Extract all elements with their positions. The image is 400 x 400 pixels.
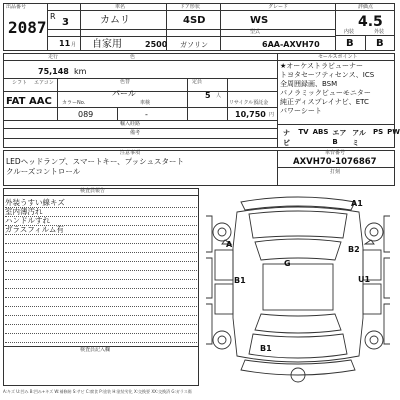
chassis-sub: 打刻 [330,169,341,175]
fuel-value: ガソリン [180,41,208,49]
month-unit: 月 [71,42,77,48]
damage-mark-b2: B2 [348,245,360,254]
equipment-item: PW [387,128,400,136]
inspector-item: ガラスフィルム有 [5,225,64,234]
sales-point: パノラミックビューモニター [280,89,371,97]
equipment-item: アルミ [352,129,366,147]
score-label: 評価点 [358,4,374,10]
damage-mark-a1: A1 [351,199,363,208]
equipment-item: ABS [312,128,329,136]
chassis-number: AXVH70-1076867 [293,157,377,167]
equipment-item: ナビ [283,129,290,147]
inspector-item: 外装うすい線キズ [5,198,65,207]
sales-point: 純正ディスプレイナビ、ETC [280,98,369,106]
sales-points-title: セールスポイント [318,54,358,60]
color-no-value: 089 [78,110,94,119]
notes-line-1: LEDヘッドランプ、スマートキー、プッシュスタート [6,157,184,166]
interior-label: 内装 [344,29,355,35]
transmission-label: シフト [12,80,28,86]
doors-value: 4SD [183,15,206,26]
inspector-item: ハンドルすれ [5,216,50,225]
sales-point: ★オーケストラビューナー [280,62,363,70]
capacity-unit: 人 [216,93,222,99]
damage-mark-u1: U1 [358,275,371,284]
recycle-unit: 円 [269,112,275,118]
history-label: 輸入経路 [120,121,141,127]
aircon-value: AAC [29,96,52,107]
lot-number: 2087 [8,18,47,37]
sales-point: パワーシート [280,107,322,115]
grade-value: WS [250,15,269,26]
recycle-value: 10,750 [235,110,266,119]
footer-legend: A:キズ U:凹み B:凹み+キズ W:補修跡 S:サビ C:腐食 P:塗装 H:塗装劣化 X:交換要 XX:交換済 G:ガラス傷 [3,389,192,394]
transmission-value: FAT [6,96,26,107]
model-code-label: 型式 [250,29,261,35]
inspection-label: 車検 [140,100,151,106]
interior-score: B [346,38,354,49]
model-code-value: 6AA-AXVH70 [262,40,320,49]
usage-value: 自家用 [92,39,122,50]
grade-label: グレード [268,4,289,10]
damage-mark-b1-left: B1 [234,276,246,285]
inspection-value: - [145,110,148,119]
equipment-item: TV [298,128,309,136]
notes-line-2: クルーズコントロール [6,167,81,176]
remarks-label: 備考 [130,130,141,136]
color-label: 色 [130,54,136,60]
sales-point: トヨタセーフティセンス、ICS [280,71,375,79]
damage-mark-g: G [284,259,291,268]
equipment-item: エアB [332,129,347,146]
mileage-unit: km [74,67,87,76]
capacity-label: 定員 [192,79,203,85]
sales-points-list [280,63,394,117]
mileage-label: 走行 [48,54,59,60]
year-label: R [50,12,56,21]
lot-label: 出品番号 [6,4,27,10]
maker-label: 車名 [115,4,126,10]
chassis-label: 車台番号 [325,150,346,156]
color-no-label: カラーNo. [62,100,86,106]
exterior-label: 外装 [374,29,385,35]
exterior-score: B [376,38,384,49]
aircon-label: エアコン [34,80,54,86]
sales-point: 全周囲録画、BSM [280,80,338,88]
equipment-row [283,128,400,148]
car-diagram [201,188,395,386]
inspector-item: 室内薄汚れ [5,207,43,216]
notes-label: 注意事項 [120,150,141,156]
month-value: 11 [59,39,71,48]
year-value: 3 [62,17,69,28]
displacement-value: 2500 [145,40,168,49]
mileage-value: 75,148 [38,67,69,76]
inspector-title: 検査員報告 [80,188,106,194]
inspector-footer: 検査員記入欄 [80,347,111,353]
color-code-label: 色替 [120,79,131,85]
doors-label: ドア形状 [180,4,200,10]
equipment-item: PS [372,128,384,136]
damage-mark-b1-bottom: B1 [260,344,272,353]
score-value: 4.5 [358,14,383,30]
capacity-value: 5 [205,91,211,100]
recycle-label: リサイクル預託金 [229,100,269,106]
model-name: カムリ [100,15,130,26]
color-value: パール [112,89,136,98]
damage-mark-a: A [226,240,233,249]
